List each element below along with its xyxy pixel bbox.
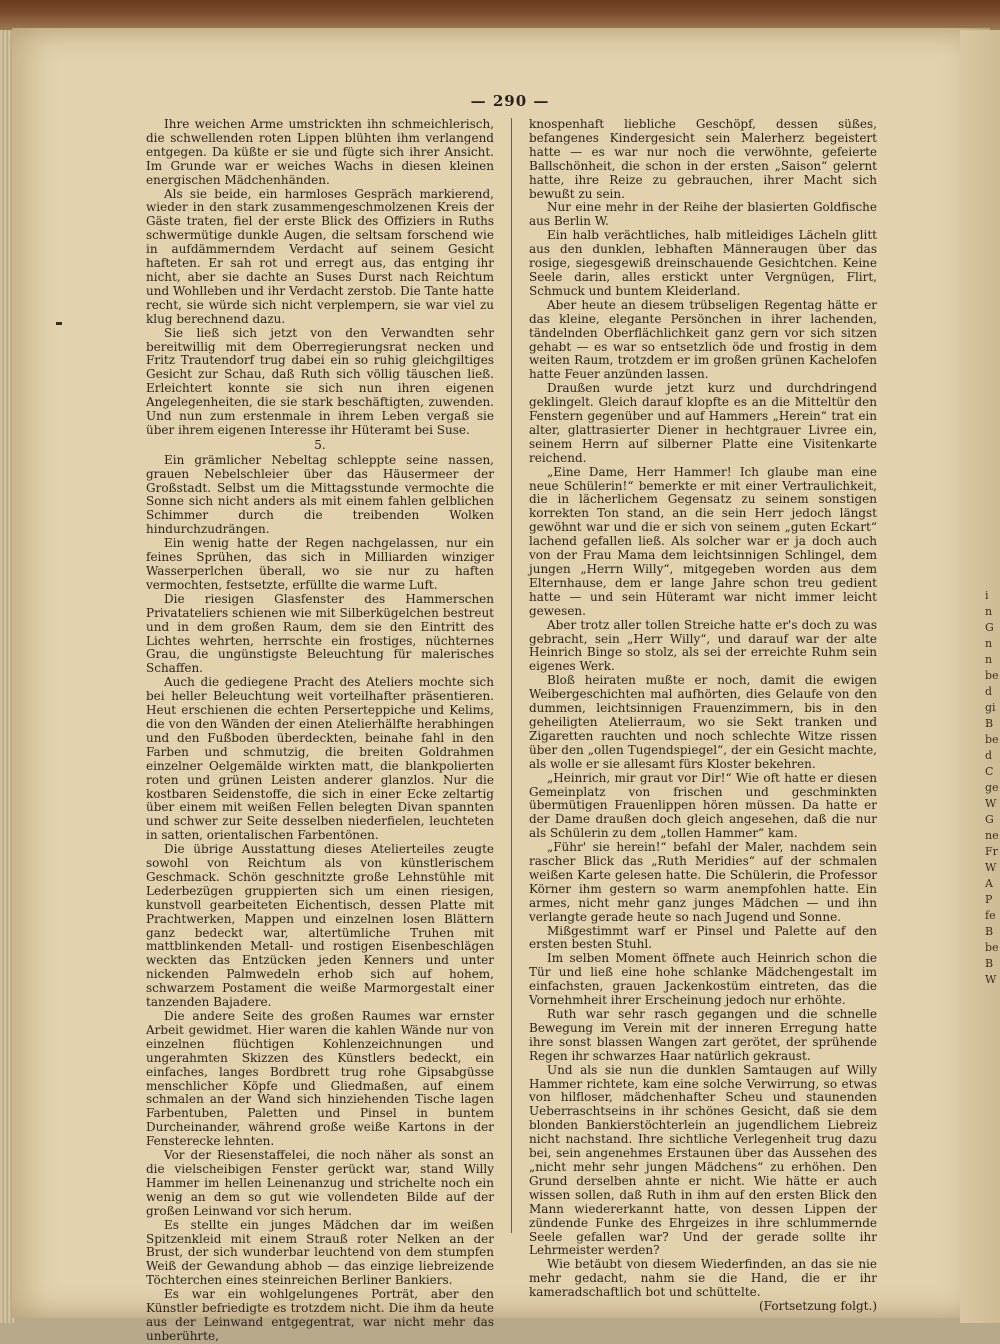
margin-fragment: be [985, 941, 999, 954]
paragraph: „Führ' sie herein!“ befahl der Maler, nachdem sein rascher Blick das „Ruth Meridies“ auf der schmalen weißen Karte gelesen hatte. Die Schülerin, die Professor Körner ihm gestern so warm anempfohlen hatte. Ein armes, nicht mehr ganz junges Mädchen — und ihn verlangte gerade heute so nach Jugend und Sonne. [529, 840, 877, 924]
margin-fragment: ne [985, 829, 999, 842]
margin-fragment: B [985, 717, 994, 730]
paragraph: Auch die gediegene Pracht des Ateliers mochte sich bei heller Beleuchtung weit vorteilhafter präsentieren. Heut erschienen die echten Perserteppiche und Kelims, die von den Wänden der einen Atelierhälfte herabhingen und den Fußboden überdeckten, beinahe fahl in den Farben und schmutzig, die breiten Goldrahmen einzelner Oelgemälde wirkten matt, die blankpolierten roten und grünen Leisten anderer glanzlos. Nur die kostbaren Seidenstoffe, die sich in einer Ecke zeltartig über einem mit weißen Fellen belegten Divan spannten und schwer zur Seite desselben niederfielen, leuchteten in satten, orientalischen Farbentönen. [146, 675, 494, 843]
margin-fragment: W [985, 797, 997, 810]
paragraph: Die übrige Ausstattung dieses Atelierteiles zeugte sowohl von Reichtum als von künstlerischem Geschmack. Schön geschnitzte große Lehnstühle mit Lederbezügen gruppierten sich um einen riesigen, kunstvoll gearbeiteten Eichentisch, dessen Platte mit Prachtwerken, Mappen und einzelnen losen Blättern ganz bedeckt war, altertümliche Truhen mit mattblinkenden Metall- und rostigen Eisenbeschlägen weckten das Entzücken jeden Kenners und unter nickenden Palmwedeln erhob sich auf hohem, schwarzem Postament die weiße Marmorgestalt einer tanzenden Bajadere. [146, 842, 494, 1010]
margin-fragment: d [985, 685, 993, 698]
book-top-band [0, 0, 1000, 30]
margin-fragment: B [985, 957, 994, 970]
margin-fragment: G [985, 621, 994, 634]
paragraph: Sie ließ sich jetzt von den Verwandten sehr bereitwillig mit dem Oberregierungsrat necken und Fritz Trautendorf trug dabei ein so ruhig gleichgiltiges Gesicht zur Schau, daß Ruth sich völlig täuschen ließ. Erleichtert konnte sie sich nun ihren eigenen Angelegenheiten, die sie stark beschäftigten, zuwenden. Und nun zum erstenmale in ihrem Leben vergaß sie über ihrem eigenen Interesse ihr Hüteramt bei Suse. [146, 325, 494, 437]
left-column [146, 118, 494, 1344]
margin-fragment: fe [985, 909, 996, 922]
margin-fragment: W [985, 973, 997, 986]
paragraph: Ruth war sehr rasch gegangen und die schnelle Bewegung im Verein mit der inneren Erregung hatte ihre sonst blassen Wangen zart gerötet, der sprühende Regen ihr schwarzes Haar natürlich gekraust. [529, 1007, 877, 1063]
continuation-note: (Fortsetzung folgt.) [759, 1299, 877, 1314]
margin-fragment: n [985, 653, 993, 666]
margin-mark [56, 322, 62, 325]
margin-fragment: gi [985, 701, 996, 714]
paragraph: Aber trotz aller tollen Streiche hatte er's doch zu was gebracht, sein „Herr Willy“, und darauf war der alte Heinrich Binge so stolz, als sei der erreichte Ruhm sein eigenes Werk. [529, 617, 877, 674]
paragraph: Vor der Riesenstaffelei, die noch näher als sonst an die vielscheibigen Fenster gerückt war, stand Willy Hammer im hellen Leinenanzug und strichelte noch ein wenig an dem so gut wie vollendeten Bilde auf der großen Leinwand vor sich herum. [146, 1148, 494, 1218]
paragraph: Als sie beide, ein harmloses Gespräch markierend, wieder in den stark zusammengeschmolzenen Kreis der Gäste traten, fiel der erste Blick des Offiziers in Ruths schwermütige dunkle Augen, die seltsam forschend wie in aufdämmerndem Verdacht auf seinem Gesicht hafteten. Er sah rot und erregt aus, das entging ihr nicht, aber sie dachte an Suses Durst nach Reichtum und Wohlleben und ihr Verdacht zerstob. Die Tante hatte recht, sie würde sich nicht verplempern, sie war viel zu klug berechnend dazu. [146, 186, 494, 326]
paragraph: Wie betäubt von diesem Wiederfinden, an das sie nie mehr gedacht, nahm sie die Hand, die er ihr kameradschaftlich bot und schüttelte. [529, 1257, 877, 1300]
next-page-margin-text [985, 588, 1000, 988]
margin-fragment: G [985, 813, 994, 826]
paragraph: Die riesigen Glasfenster des Hammerschen Privatateliers schienen wie mit Silberkügelchen bestreut und in dem großen Raum, dem sie den Eintritt des Lichtes wehrten, herrschte ein frostiges, nüchternes Grau, die ungünstigste Beleuchtung für malerisches Schaffen. [146, 591, 494, 676]
margin-fragment: A [985, 877, 993, 890]
left-paragraphs-after [146, 454, 494, 1344]
column-divider [511, 118, 512, 1233]
paragraph: Ein halb verächtliches, halb mitleidiges Lächeln glitt aus den dunklen, lebhaften Männeraugen über das rosige, siegesgewiß dreinschauende Gesichtchen. Keine Seele darin, alles erstickt unter Vergnügen, Flirt, Schmuck und buntem Kleiderland. [529, 228, 877, 298]
paragraph: Mißgestimmt warf er Pinsel und Palette auf den ersten besten Stuhl. [529, 923, 877, 952]
section-number: 5. [314, 437, 326, 452]
paragraph: Ein grämlicher Nebeltag schleppte seine nassen, grauen Nebelschleier über das Häusermeer der Großstadt. Selbst um die Mittagsstunde vermochte die Sonne sich nicht anders als mit einem fahlen gelblichen Schimmer durch die treibenden Wolken hindurchzudrängen. [146, 452, 494, 537]
margin-fragment: be [985, 669, 999, 682]
margin-fragment: Fr [985, 845, 998, 858]
margin-fragment: C [985, 765, 994, 778]
paragraph: Und als sie nun die dunklen Samtaugen auf Willy Hammer richtete, kam eine solche Verwirrung, so etwas von hilfloser, mädchenhafter Scheu und staunenden Ueberraschtseins in ihr schönes Gesicht, daß sie dem blonden Bankierstöchterlein an jugendlichem Liebreiz nicht nachstand. Ihre sichtliche Verlegenheit trug dazu bei, sein angenehmes Erstaunen über das Aussehen des „nicht mehr sehr jungen Mädchens“ zu erhöhen. Den Grund derselben ahnte er nicht. Wie hätte er auch wissen sollen, daß Ruth in ihm auf den ersten Blick den Mann wiedererkannt hatte, von dessen Lippen der zündende Funke des Ehrgeizes in ihre schlummernde Seele gefallen war? Und der gerade sollte ihr Lehrmeister werden? [529, 1062, 877, 1258]
margin-fragment: B [985, 925, 994, 938]
paragraph: Nur eine mehr in der Reihe der blasierten Goldfische aus Berlin W. [529, 200, 877, 229]
margin-fragment: i [985, 589, 989, 602]
margin-fragment: be [985, 733, 999, 746]
margin-fragment: P [985, 893, 993, 906]
paragraph: Draußen wurde jetzt kurz und durchdringend geklingelt. Gleich darauf klopfte es an die Mitteltür den Fenstern gegenüber und auf Hammers „Herein“ trat ein alter, glattrasierter Diener in hechtgrauer Livree ein, seinem Herrn auf silberner Platte eine Visitenkarte reichend. [529, 381, 877, 465]
paragraph: Ein wenig hatte der Regen nachgelassen, nur ein feines Sprühen, das sich in Milliarden winziger Wasserperlchen überall, wo sie nur zu haften vermochten, festsetzte, erfüllte die warme Luft. [146, 536, 494, 592]
margin-fragment: d [985, 749, 993, 762]
page-number: — 290 — [470, 92, 550, 110]
margin-fragment: n [985, 605, 993, 618]
paragraph: Es stellte ein junges Mädchen dar im weißen Spitzenkleid mit einem Strauß roter Nelken an der Brust, der sich wunderbar leuchtend von dem stumpfen Weiß der Gewandung abhob — das einzige liebreizende Töchterchen eines steinreichen Berliner Bankiers. [146, 1217, 494, 1288]
paragraph: „Eine Dame, Herr Hammer! Ich glaube man eine neue Schülerin!“ bemerkte er mit einer Vertraulichkeit, die in lächerlichem Gegensatz zu seinem sonstigen korrekten Ton stand, an die sein Herr jedoch längst gewöhnt war und die er sich von seinem „guten Eckart“ lachend gefallen ließ. Als solcher war er ja doch auch von der Frau Mama dem leichtsinnigen Schlingel, dem jungen „Herrn Willy“, mitgegeben worden aus dem Elternhause, dem er lange Jahre schon treu gedient hatte — und sein Hüteramt war nicht immer leicht gewesen. [529, 464, 877, 618]
paragraph: Es war ein wohlgelungenes Porträt, aber den Künstler befriedigte es trotzdem nicht. Die ihm da heute aus der Leinwand entgegentrat, war nicht mehr das unberührte, [146, 1287, 494, 1343]
paragraph: Bloß heiraten mußte er noch, damit die ewigen Weibergeschichten mal aufhörten, dies Gelaufe von den dummen, leichtsinnigen Frauenzimmern, bis in den geheiligten Atelierraum, wo sie Sekt tranken und Zigaretten rauchten und noch schlechte Witze rissen über den „ollen Tugendspiegel“, der ein Gesicht machte, als wolle er sie allesamt fürs Kloster bekehren. [529, 673, 877, 771]
paragraph: Aber heute an diesem trübseligen Regentag hätte er das kleine, elegante Persönchen in ihrer lachenden, tändelnden Oberflächlichkeit ganz gern vor sich sitzen gehabt — es war so entsetzlich öde und frostig in dem weiten Raum, trotzdem er im großen grünen Kachelofen hatte Feuer anzünden lassen. [529, 297, 877, 382]
paragraph: Im selben Moment öffnete auch Heinrich schon die Tür und ließ eine hohe schlanke Mädchengestalt im einfachsten, grauen Jackenkostüm eintreten, das die Vornehmheit ihrer Erscheinung jedoch nur erhöhte. [529, 951, 877, 1008]
left-paragraphs-before [146, 118, 494, 438]
right-column [529, 118, 877, 1314]
margin-fragment: n [985, 637, 993, 650]
paragraph: Die andere Seite des großen Raumes war ernster Arbeit gewidmet. Hier waren die kahlen Wände nur von einzelnen flüchtigen Kohlenzeichnungen und ungerahmten Skizzen des Künstlers bedeckt, ein einfaches, langes Bordbrett trug rohe Gipsabgüsse menschlicher Köpfe und Gliedmaßen, auf einem schmalen an der Wand sich hinziehenden Tische lagen Farbentuben, Paletten und Pinsel in buntem Durcheinander, während große weiße Kartons in der Fensterecke lehnten. [146, 1009, 494, 1149]
paragraph: knospenhaft liebliche Geschöpf, dessen süßes, befangenes Kindergesicht sein Malerherz begeistert hatte — es war nur noch die verwöhnte, gefeierte Ballschönheit, die schon in der ersten „Saison“ gelernt hatte, ihre Reize zu gebrauchen, ihrer Macht sich bewußt zu sein. [529, 117, 877, 201]
paragraph: „Heinrich, mir graut vor Dir!“ Wie oft hatte er diesen Gemeinplatz von frischen und geschminkten übermütigen Frauenlippen hören müssen. Da hatte er der Dame draußen doch gleich angesehen, daß die nur als Schülerin zu dem „tollen Hammer“ kam. [529, 770, 877, 841]
paragraph: Ihre weichen Arme umstrickten ihn schmeichlerisch, die schwellenden roten Lippen blühten ihm verlangend entgegen. Da küßte er sie und fügte sich ihrer Ansicht. Im Grunde war er weiches Wachs in diesen kleinen energischen Mädchenhänden. [146, 117, 494, 187]
margin-fragment: W [985, 861, 997, 874]
margin-fragment: ge [985, 781, 999, 794]
